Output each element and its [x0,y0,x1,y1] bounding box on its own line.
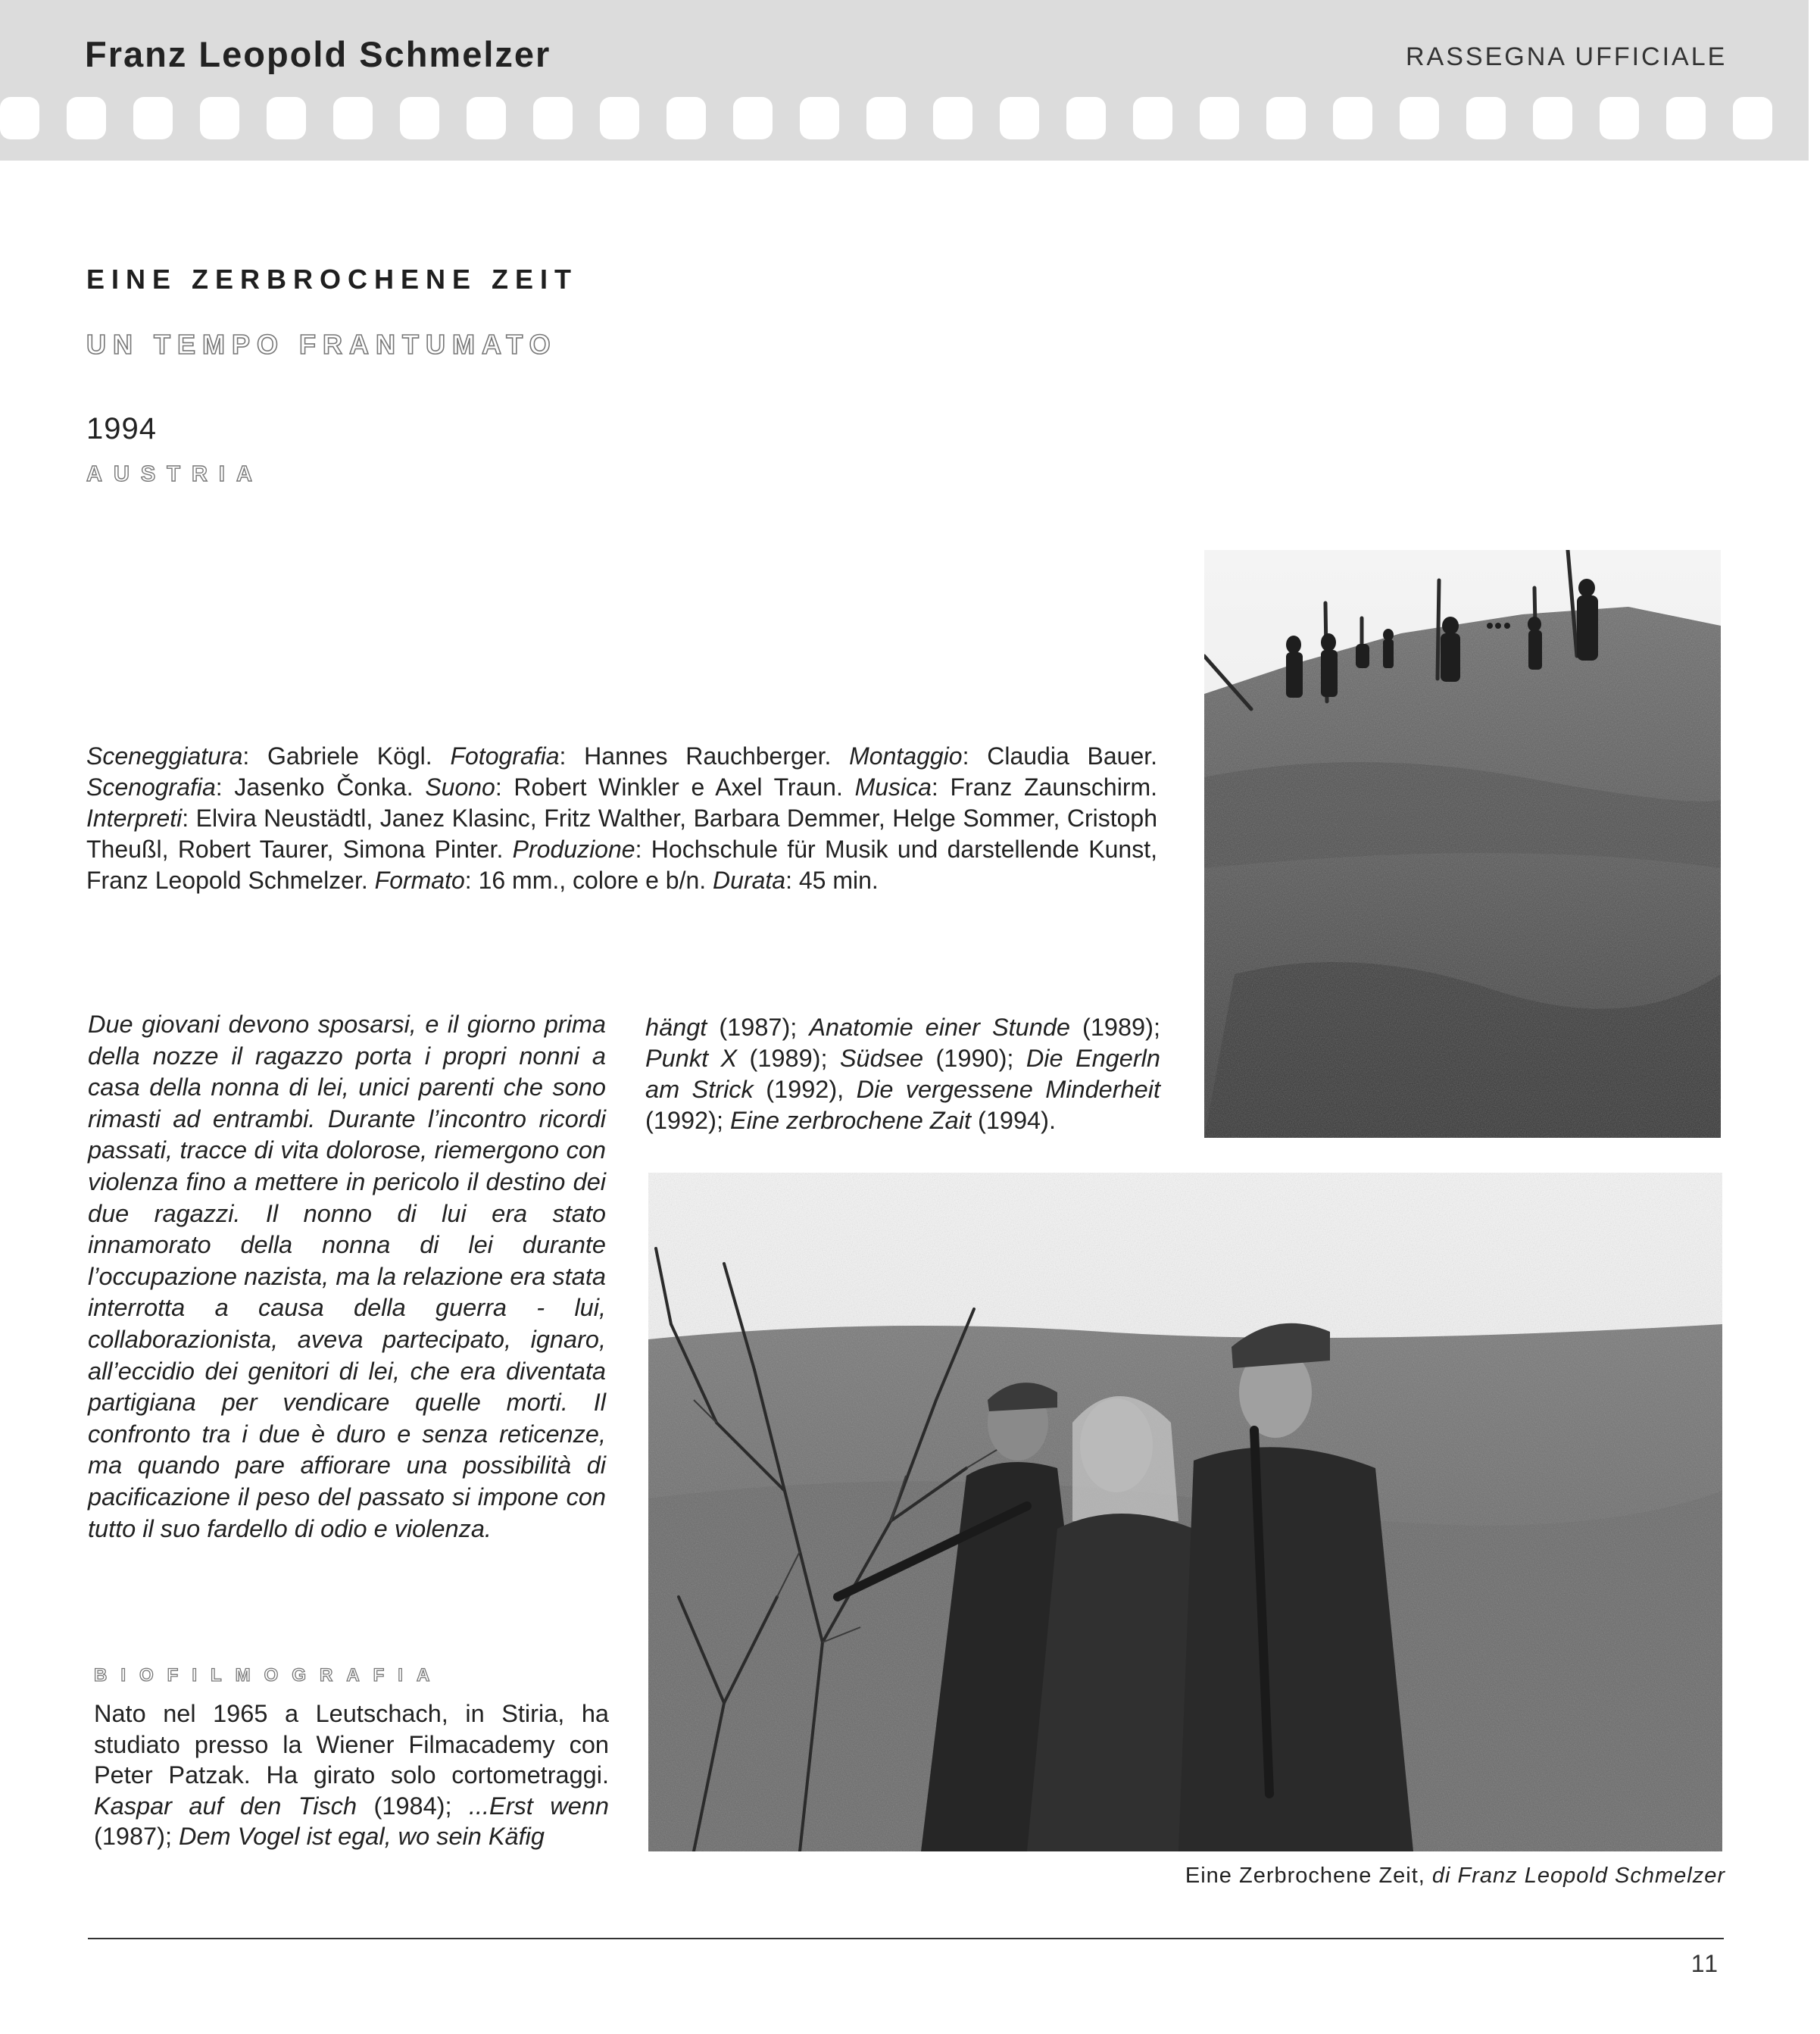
credit-label: Montaggio [849,742,963,770]
film-subtitle: UN TEMPO FRANTUMATO [86,329,557,360]
sprocket-holes [0,97,1809,139]
photo-hillside-soldiers [1204,550,1721,1138]
film-list-year: (1990); [923,1045,1026,1072]
credits-block [86,741,1157,896]
credit-value: : 16 mm., colore e b/n. [464,867,713,894]
film-year: 1994 [86,412,157,445]
film-list-title: ...Erst wenn [468,1792,609,1820]
caption-title: Eine Zerbrochene Zeit, [1185,1864,1425,1888]
credit-value: : Gabriele Kögl. [242,742,451,770]
credit-label: Sceneggiatura [86,742,243,770]
header-author: Franz Leopold Schmelzer [85,34,551,74]
credit-label: Formato [374,867,465,894]
biofilmography-text [94,1698,609,1852]
photo-caption [1154,1864,1725,1889]
film-list-year: (1994). [970,1107,1056,1134]
film-list-title: Die Engerln am Strick [645,1045,1160,1103]
credit-label: Suono [425,773,495,801]
credit-label: Scenografia [86,773,216,801]
bio-intro: Nato nel 1965 a Leutschach, in Stiria, ha studiato presso la Wiener Filmacademy con Peter Patzak. Ha girato solo cortometraggi. [94,1700,609,1789]
photo-partisans-with-rifles [648,1173,1722,1851]
page-number: 11 [1690,1950,1719,1977]
credit-value: : Jasenko Čonka. [215,773,426,801]
credit-label: Fotografia [450,742,560,770]
synopsis-text: Due giovani devono sposarsi, e il giorno prima della nozze il ragazzo porta i propri nonni a casa della nonna di lei, unici parenti che sono rimasti ad entrambi. Durante l’incontro ricordi passati, tracce di vita dolorose, riemergono con violenza fino a mettere in pericolo il destino dei due ragazzi. Il nonno di lui era stato innamorato della nonna di lei durante l’occupazione nazista, ma la relazione era stata interrotta a causa della guerra - lui, collaborazionista, aveva partecipato, ignaro, all’eccidio dei genitori di lei, che era diventata partigiana per vendicare quelle morti. Il confronto tra i due è duro e senza reticenze, ma quando pare affiorare una possibilità di pacificazione il peso del passato si impone con tutto il suo fardello di odio e violenza. [88,1011,606,1542]
credit-label: Produzione [512,836,635,863]
credit-value: : Claudia Bauer. [962,742,1158,770]
film-list-title: Südsee [839,1045,924,1072]
film-title: EINE ZERBROCHENE ZEIT [86,264,579,295]
film-list-title: Die vergessene Minderheit [856,1076,1160,1103]
film-country: AUSTRIA [86,462,264,486]
credit-value: : Franz Zaunschirm. [931,773,1158,801]
credit-value: : 45 min. [785,867,879,894]
film-list-year: (1989); [737,1045,840,1072]
bottom-divider [88,1938,1724,1939]
film-list-title-part: Dem Vogel ist egal, wo sein Käfig [179,1823,545,1850]
film-list-title: Punkt X [645,1045,738,1072]
film-list-title-part: hängt [645,1014,707,1041]
credit-value: : Hannes Rauchberger. [559,742,850,770]
header-section-label: RASSEGNA UFFICIALE [1406,42,1728,71]
film-list-title: Eine zerbrochene Zait [730,1107,971,1134]
credit-value: : Elvira Neustädtl, Janez Klasinc, Fritz Walther, Barbara Demmer, Helge Sommer, Cristoph Theußl, Robert Taurer, Simona Pinter. [86,805,1157,863]
film-list-year: (1992), [753,1076,857,1103]
film-list-year: (1989); [1069,1014,1160,1041]
credit-value: : Robert Winkler e Axel Traun. [495,773,855,801]
film-list-year: (1987); [707,1014,810,1041]
caption-by: di Franz Leopold Schmelzer [1431,1864,1725,1888]
credit-label: Interpreti [86,805,183,832]
credit-label: Durata [713,867,786,894]
biofilmography-continued [645,1012,1160,1136]
biofilmography-heading: BIOFILMOGRAFIA [94,1665,444,1686]
credit-value: : Hochschule für Musik und darstellende Kunst, Franz Leopold Schmelzer. [86,836,1158,894]
film-list-year: (1984); [357,1792,469,1820]
film-list-title: Kaspar auf den Tisch [94,1792,357,1820]
film-list-title: Anatomie einer Stunde [809,1014,1070,1041]
film-list-year: (1992); [645,1107,731,1134]
film-list-year: (1987); [94,1823,180,1850]
credit-label: Musica [854,773,932,801]
